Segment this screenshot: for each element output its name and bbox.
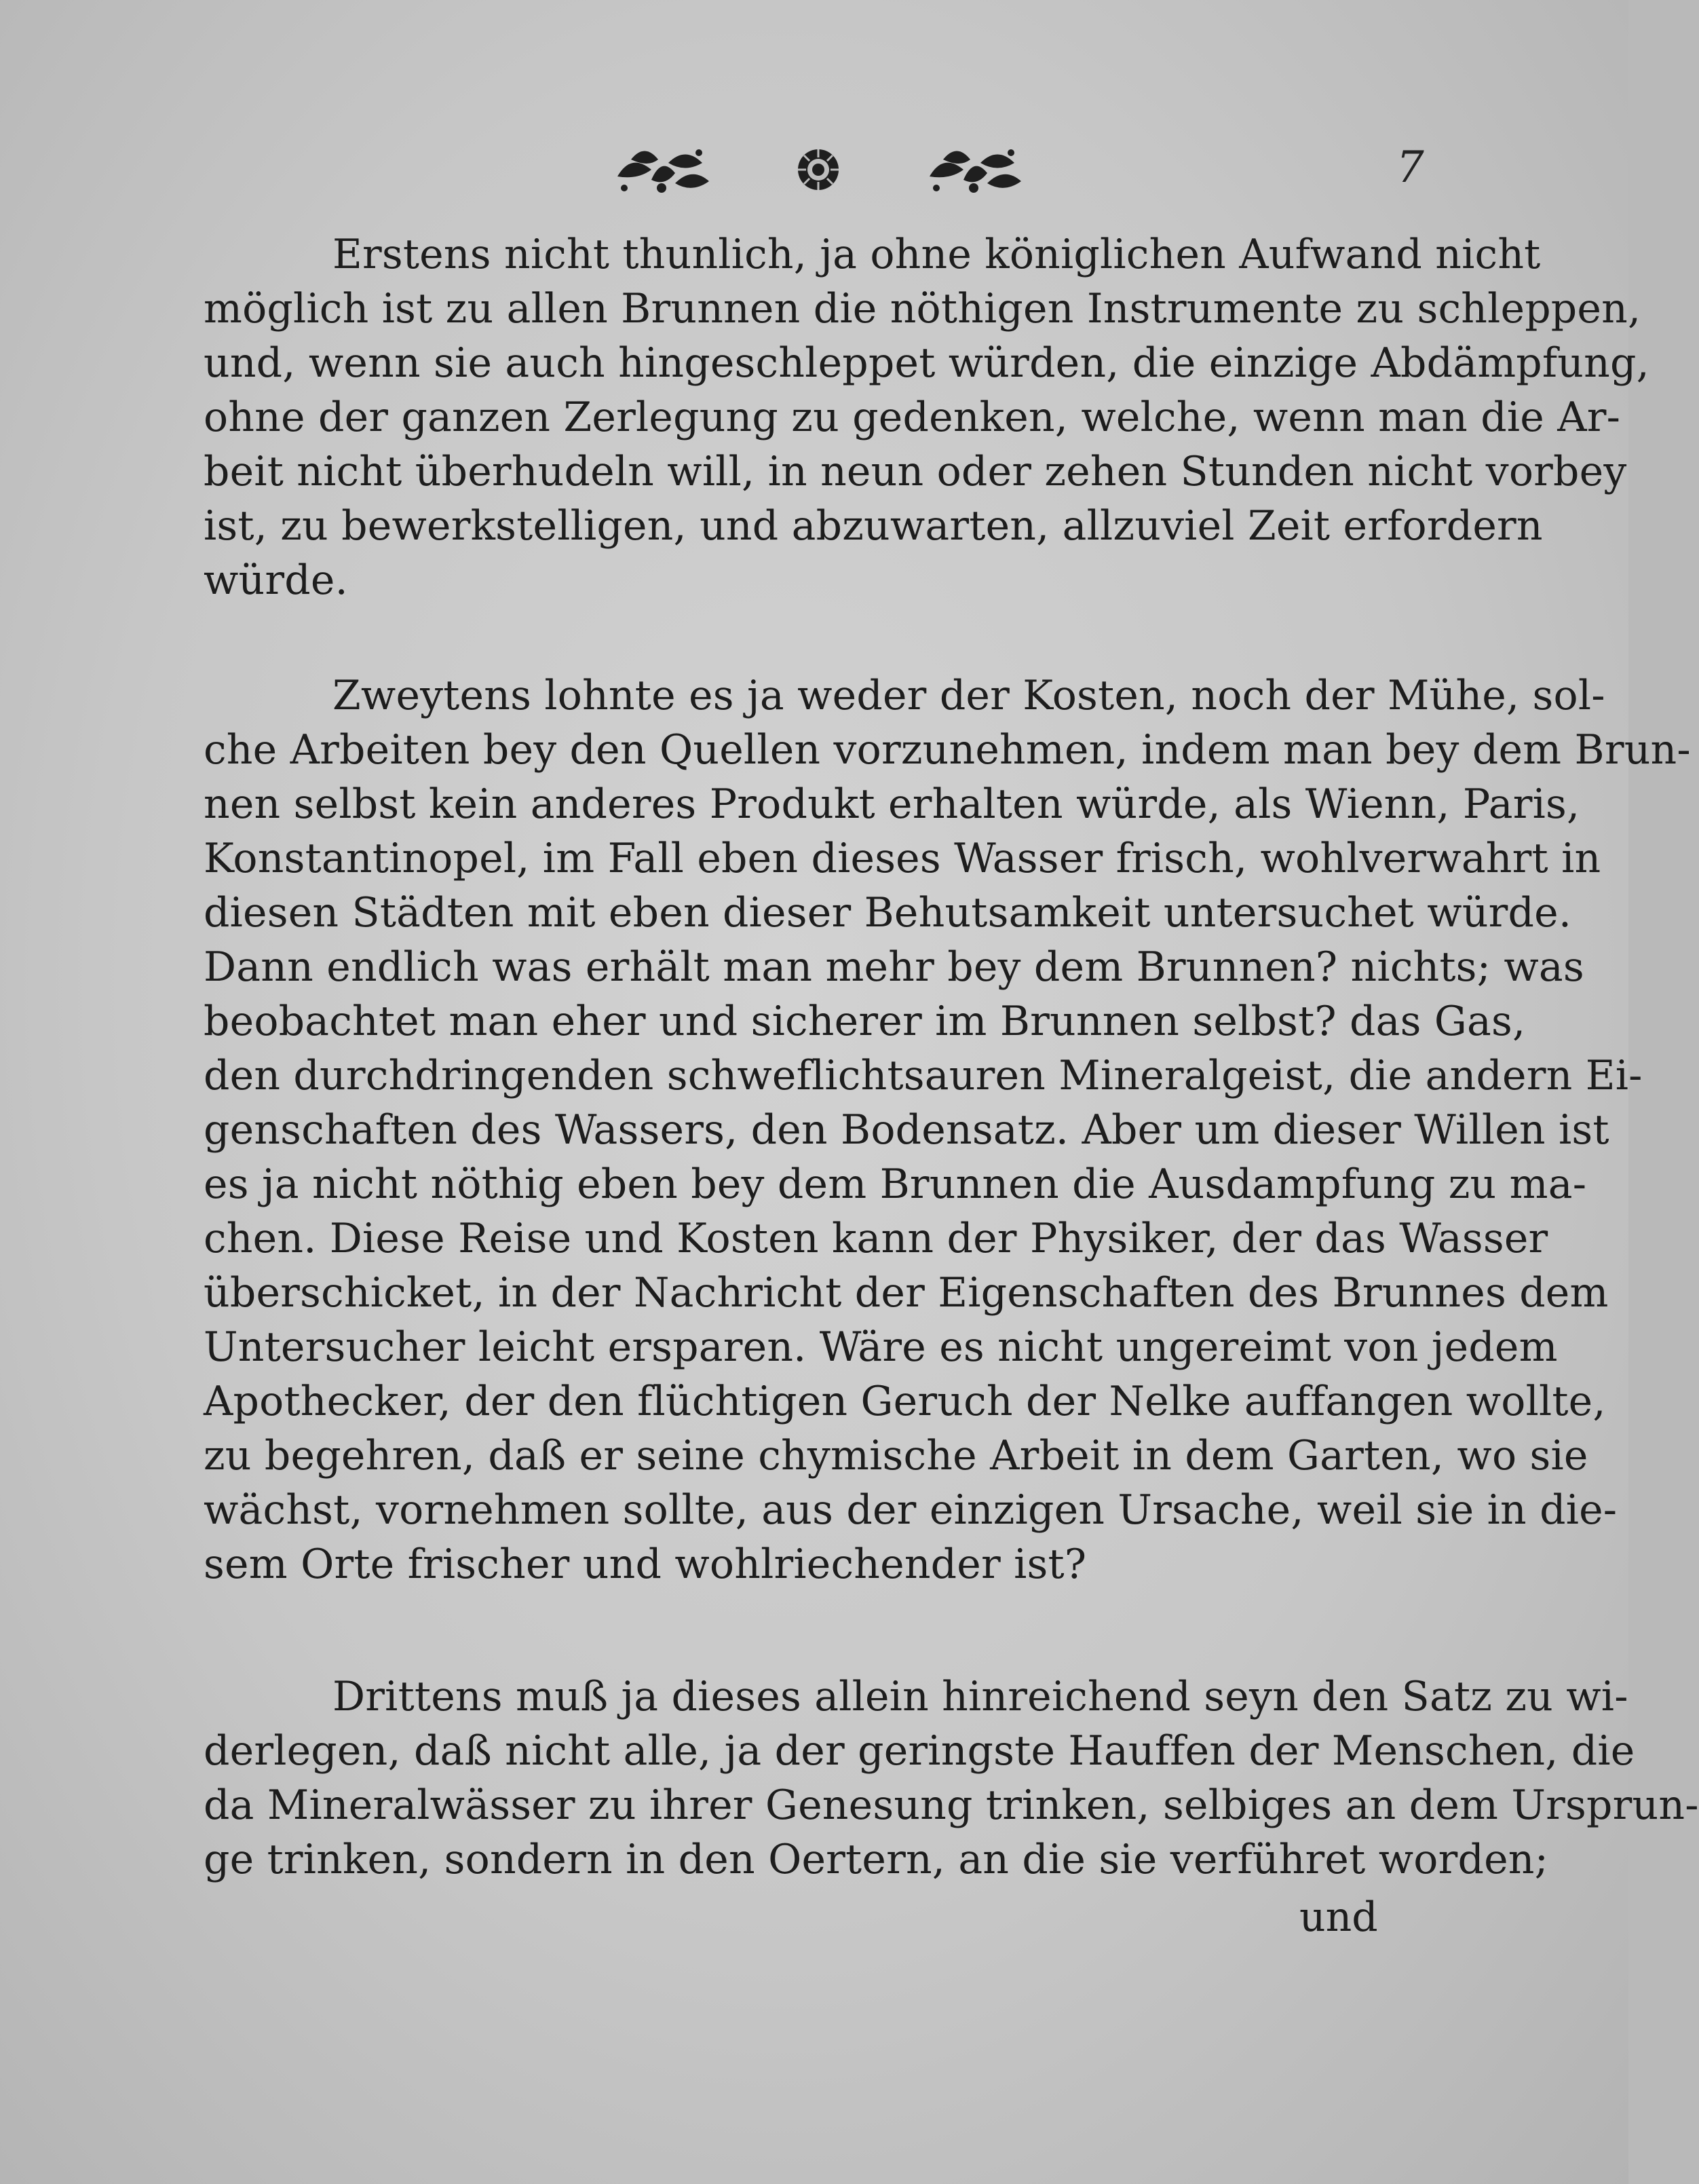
text-line: Dann endlich was erhält man mehr bey dem Brunnen? nichts; was [204,943,1584,991]
text-line: zu begehren, daß er seine chymische Arbeit in dem Garten, wo sie [204,1432,1588,1480]
text-line: nen selbst kein anderes Produkt erhalten würde, als Wienn, Paris, [204,780,1580,828]
text-line: genschaften des Wassers, den Bodensatz. Aber um dieser Willen ist [204,1106,1609,1154]
text-line: ist, zu bewerkstelligen, und abzuwarten, allzuviel Zeit erfordern [204,502,1543,550]
text-line: sem Orte frischer und wohlriechender ist? [204,1541,1087,1588]
text-line: Konstantinopel, im Fall eben dieses Wasser frisch, wohlverwahrt in [204,835,1601,882]
text-line: würde. [204,557,348,604]
paragraph-erstens [204,227,1649,607]
text-line: che Arbeiten bey den Quellen vorzunehmen, indem man bey dem Brun- [204,726,1691,774]
text-line: überschicket, in der Nachricht der Eigenschaften des Brunnes dem [204,1269,1609,1317]
text-line: beobachtet man eher und sicherer im Brunnen selbst? das Gas, [204,998,1526,1045]
text-line: da Mineralwässer zu ihrer Genesung trinken, selbiges an dem Ursprun- [204,1782,1699,1829]
catchword: und [1299,1894,1378,1941]
text-line: es ja nicht nöthig eben bey dem Brunnen die Ausdampfung zu ma- [204,1161,1587,1208]
text-line: den durchdringenden schweflichtsauren Mineralgeist, die andern Ei- [204,1052,1643,1099]
flower-ornament-icon [793,139,844,200]
leaf-ornament-icon [923,139,1025,200]
text-line: derlegen, daß nicht alle, ja der geringste Hauffen der Menschen, die [204,1727,1635,1775]
leaf-ornament-icon [611,139,712,200]
paragraph-drittens [204,1670,1699,1887]
text-line: wächst, vornehmen sollte, aus der einzigen Ursache, weil sie in die- [204,1486,1618,1534]
page-number: 7 [1396,143,1424,193]
text-line: Zweytens lohnte es ja weder der Kosten, noch der Mühe, sol- [332,672,1605,719]
text-line: möglich ist zu allen Brunnen die nöthigen Instrumente zu schleppen, [204,285,1641,333]
text-line: ohne der ganzen Zerlegung zu gedenken, welche, wenn man die Ar- [204,394,1621,441]
text-line: chen. Diese Reise und Kosten kann der Physiker, der das Wasser [204,1215,1548,1262]
page-header [0,139,1628,200]
text-line: diesen Städten mit eben dieser Behutsamkeit untersuchet würde. [204,889,1572,937]
text-line: und, wenn sie auch hingeschleppet würden, die einzige Abdämpfung, [204,339,1649,387]
text-line: Apothecker, der den flüchtigen Geruch der Nelke auffangen wollte, [204,1378,1606,1425]
text-line: Drittens muß ja dieses allein hinreichend seyn den Satz zu wi- [332,1673,1628,1720]
text-line: beit nicht überhudeln will, in neun oder zehen Stunden nicht vorbey [204,448,1627,495]
text-line: Untersucher leicht ersparen. Wäre es nicht ungereimt von jedem [204,1323,1558,1371]
text-line: ge trinken, sondern in den Oertern, an die sie verführet worden; [204,1836,1549,1883]
text-line: Erstens nicht thunlich, ja ohne königlichen Aufwand nicht [332,231,1541,278]
paragraph-zweytens [204,669,1691,1592]
